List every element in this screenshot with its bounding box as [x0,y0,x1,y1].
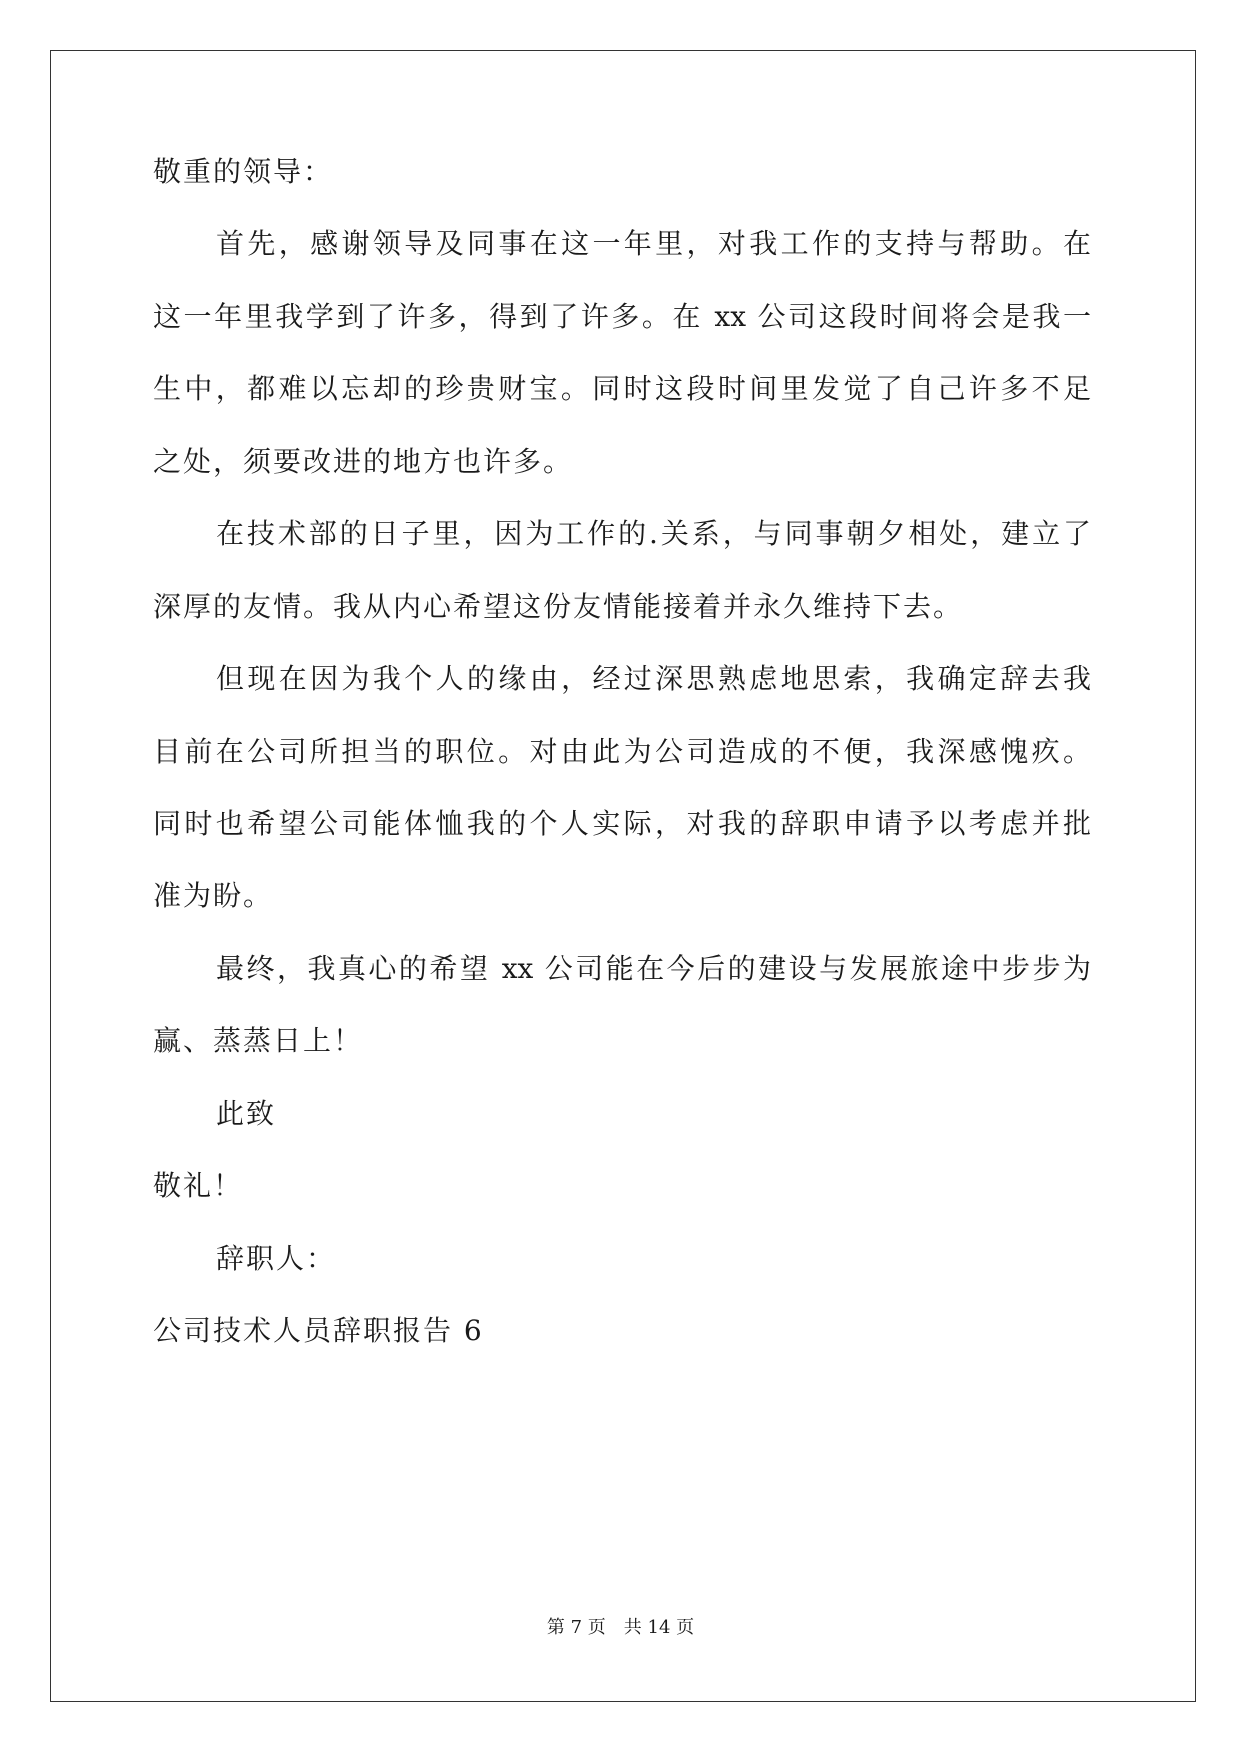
paragraph-line: 但现在因为我个人的缘由，经过深思熟虑地思索，我确定辞去我 [216,662,1091,695]
next-section-heading: 公司技术人员辞职报告 6 [153,1314,484,1347]
salutation: 敬重的领导： [153,155,334,188]
paragraph-line: 同时也希望公司能体恤我的个人实际，对我的辞职申请予以考虑并批 [153,807,1091,840]
paragraph-line: 最终，我真心的希望 xx 公司能在今后的建设与发展旅途中步步为 [216,952,1091,985]
paragraph-line: 之处，须要改进的地方也许多。 [153,445,574,478]
paragraph-line: 准为盼。 [153,879,274,912]
page-total: 共 14 页 [623,1617,695,1638]
paragraph-line: 首先，感谢领导及同事在这一年里，对我工作的支持与帮助。在 [216,227,1091,260]
closing: 此致 [216,1097,277,1130]
paragraph-line: 目前在公司所担当的职位。对由此为公司造成的不便，我深感愧疚。 [153,735,1091,768]
paragraph-line: 这一年里我学到了许多，得到了许多。在 xx 公司这段时间将会是我一 [153,300,1091,333]
paragraph-line: 生中，都难以忘却的珍贵财宝。同时这段时间里发觉了自己许多不足 [153,372,1091,405]
signer-label: 辞职人： [216,1242,337,1275]
page-footer [0,1616,1241,1640]
paragraph-line: 在技术部的日子里，因为工作的.关系，与同事朝夕相处，建立了 [216,517,1091,550]
regards: 敬礼！ [153,1169,244,1202]
paragraph-line: 赢、蒸蒸日上！ [153,1024,364,1057]
paragraph-line: 深厚的友情。我从内心希望这份友情能接着并永久维持下去。 [153,590,964,623]
page-number: 第 7 页 [546,1617,606,1638]
